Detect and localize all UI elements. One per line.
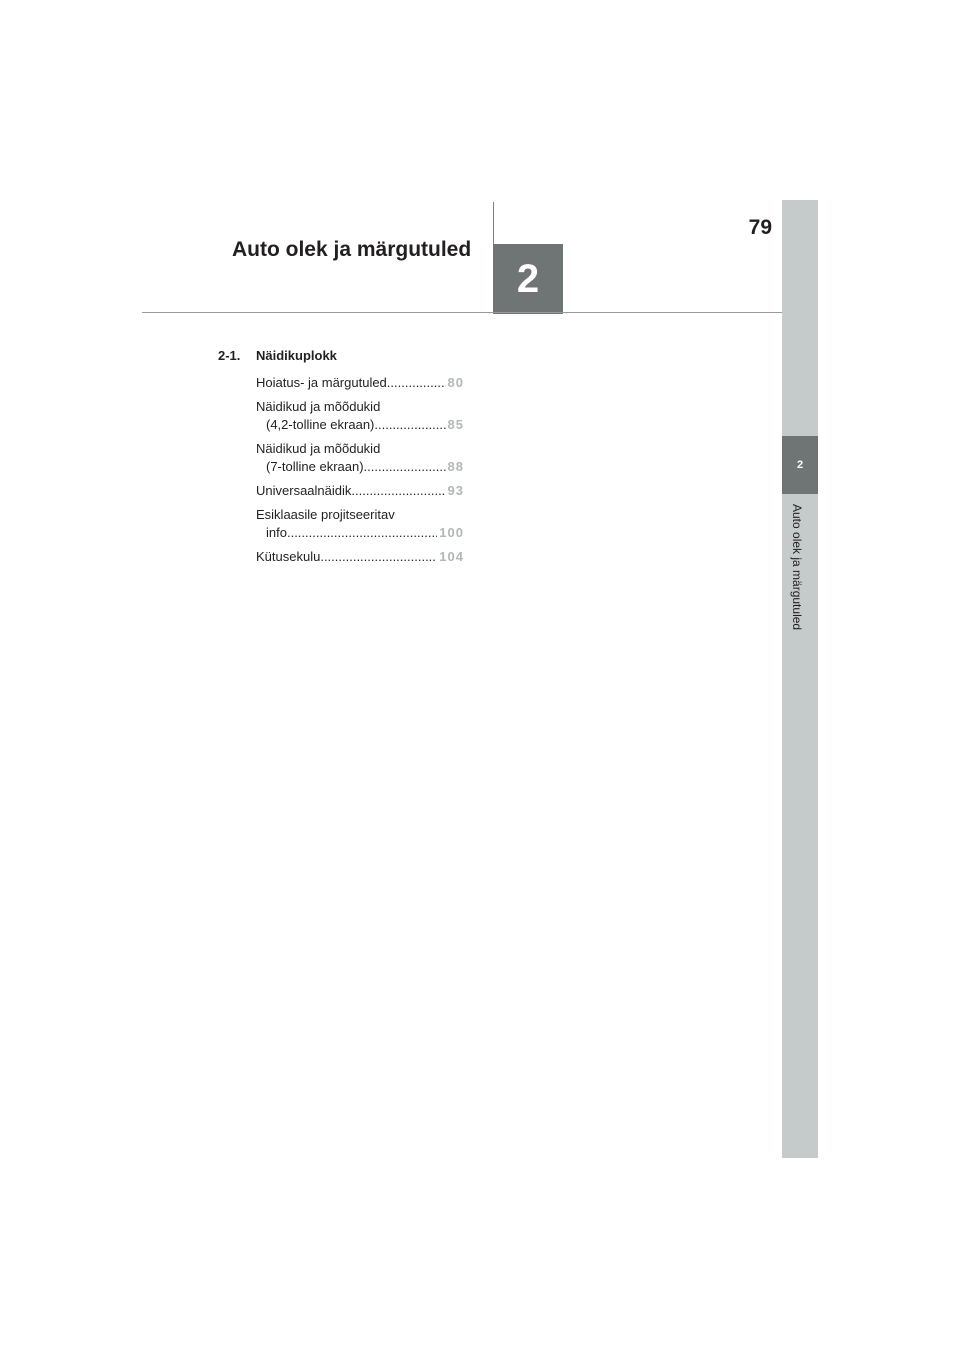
- toc-list: [218, 374, 464, 566]
- toc-leader-dots: [374, 416, 445, 434]
- side-index-bar: [782, 200, 818, 1158]
- toc-page-link[interactable]: 88: [447, 459, 464, 474]
- toc-entry-title: Universaalnäidik: [256, 483, 352, 498]
- toc-page-link[interactable]: 85: [447, 417, 464, 432]
- toc-entry-title: Kütusekulu: [256, 549, 321, 564]
- toc-page-link[interactable]: 104: [439, 549, 464, 564]
- toc-entry-subtitle: (4,2-tolline ekraan): [266, 417, 375, 432]
- header-rule: [142, 312, 782, 313]
- toc-leader-dots: [320, 548, 437, 566]
- toc-entry[interactable]: [256, 506, 464, 542]
- toc-entry[interactable]: [256, 482, 464, 500]
- side-chapter-label: Auto olek ja märgutuled: [790, 504, 804, 631]
- page-number: 79: [748, 216, 772, 239]
- toc-entry-title: Hoiatus- ja märgutuled: [256, 375, 387, 390]
- toc-section-heading: [218, 348, 464, 366]
- toc-section-number: 2-1.: [218, 348, 241, 363]
- toc-page-link[interactable]: 80: [447, 375, 464, 390]
- toc-leader-dots: [387, 374, 446, 392]
- toc-entry-subtitle: info: [266, 525, 287, 540]
- toc-entry[interactable]: [256, 398, 464, 434]
- table-of-contents: [218, 348, 464, 572]
- chapter-title: Auto olek ja märgutuled: [232, 238, 472, 261]
- side-chapter-tab[interactable]: 2: [782, 436, 818, 494]
- toc-entry-title: Näidikud ja mõõdukid: [256, 399, 381, 414]
- toc-entry-title: Näidikud ja mõõdukid: [256, 441, 381, 456]
- toc-entry[interactable]: [256, 374, 464, 392]
- toc-page-link[interactable]: 93: [447, 483, 464, 498]
- toc-page-link[interactable]: 100: [439, 525, 464, 540]
- header-divider-vertical: [493, 202, 494, 246]
- toc-entry-title: Esiklaasile projitseeritav: [256, 507, 395, 522]
- toc-leader-dots: [351, 482, 445, 500]
- toc-entry[interactable]: [256, 440, 464, 476]
- toc-leader-dots: [287, 524, 437, 542]
- toc-entry-subtitle: (7-tolline ekraan): [266, 459, 364, 474]
- toc-leader-dots: [364, 458, 446, 476]
- chapter-number-box: 2: [493, 244, 563, 314]
- toc-entry[interactable]: [256, 548, 464, 566]
- toc-section-title: Näidikuplokk: [256, 348, 337, 363]
